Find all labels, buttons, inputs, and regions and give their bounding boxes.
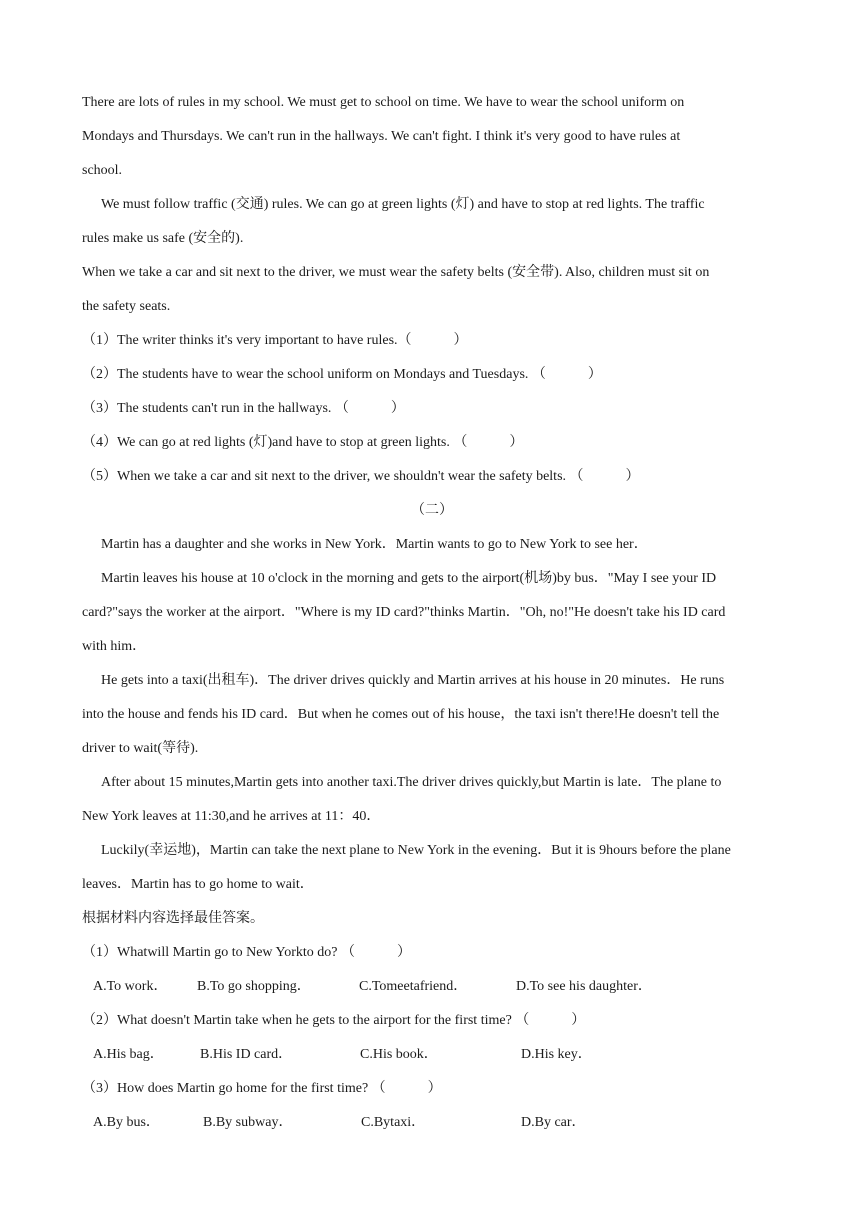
option-d: D.His key．	[521, 1047, 592, 1062]
passage2-line-7: driver to wait(等待).	[82, 741, 199, 756]
option-a: A.His bag．	[93, 1047, 164, 1062]
passage2-line-1: Martin has a daughter and she works in New York．Martin wants to go to New York to see her．	[101, 537, 648, 552]
passage2-line-4: with him．	[82, 639, 147, 654]
mc-options-3	[82, 1106, 782, 1140]
passage2-line-10: Luckily(幸运地)，Martin can take the next plane to New York in the evening．But it is 9hours before the plane	[101, 843, 731, 858]
passage1-line-2: Mondays and Thursdays. We can't run in the hallways. We can't fight. I think it's very good to have rules at	[82, 129, 681, 144]
option-c: C.Bytaxi．	[361, 1115, 426, 1130]
option-a: A.By bus．	[93, 1115, 160, 1130]
option-a: A.To work．	[93, 979, 168, 994]
option-d: D.By car．	[521, 1115, 586, 1130]
passage2-line-11: leaves．Martin has to go home to wait．	[82, 877, 314, 892]
passage1-line-3: school.	[82, 163, 123, 178]
passage1-line-1: There are lots of rules in my school. We must get to school on time. We have to wear the school uniform on	[82, 95, 685, 110]
option-c: C.Tomeetafriend．	[359, 979, 468, 994]
mc-options-1	[82, 970, 782, 1004]
passage2-line-9: New York leaves at 11:30,and he arrives at 11：40．	[82, 809, 381, 824]
passage2-line-6: into the house and fends his ID card．But when he comes out of his house，the taxi isn't there!He doesn't tell the	[82, 707, 720, 722]
passage1-line-6: When we take a car and sit next to the driver, we must wear the safety belts (安全带). Also, children must sit on	[82, 265, 710, 280]
passage1-line-7: the safety seats.	[82, 299, 171, 314]
passage2-line-5: He gets into a taxi(出租车)．The driver drives quickly and Martin arrives at his house in 20 minutes．He runs	[101, 673, 725, 688]
instruction: 根据材料内容选择最佳答案。	[82, 911, 264, 926]
mc-question-3: （3）How does Martin go home for the first time? （ ）	[82, 1081, 442, 1096]
passage1-line-4: We must follow traffic (交通) rules. We can go at green lights (灯) and have to stop at red lights. The traffic	[101, 197, 705, 212]
option-c: C.His book．	[360, 1047, 438, 1062]
passage2-line-3: card?"says the worker at the airport．"Where is my ID card?"thinks Martin．"Oh, no!"He doesn't take his ID card	[82, 605, 726, 620]
tf-question-3: （3）The students can't run in the hallways. （ ）	[82, 401, 405, 416]
option-b: B.To go shopping．	[197, 979, 311, 994]
passage2-line-8: After about 15 minutes,Martin gets into another taxi.The driver drives quickly,but Martin is late．The plane to	[101, 775, 722, 790]
tf-question-5: （5）When we take a car and sit next to the driver, we shouldn't wear the safety belts. （ ）	[82, 469, 640, 484]
mc-question-1: （1）Whatwill Martin go to New Yorkto do? （ ）	[82, 945, 411, 960]
option-b: B.By subway．	[203, 1115, 293, 1130]
section-title: （二）	[411, 503, 453, 518]
mc-question-2: （2）What doesn't Martin take when he gets to the airport for the first time? （ ）	[82, 1013, 586, 1028]
tf-question-4: （4）We can go at red lights (灯)and have to stop at green lights. （ ）	[82, 435, 524, 450]
passage1-line-5: rules make us safe (安全的).	[82, 231, 244, 246]
passage2-line-2: Martin leaves his house at 10 o'clock in the morning and gets to the airport(机场)by bus．"May I see your ID	[101, 571, 717, 586]
document-page	[82, 86, 782, 1140]
tf-question-2: （2）The students have to wear the school uniform on Mondays and Tuesdays. （ ）	[82, 367, 602, 382]
option-b: B.His ID card．	[200, 1047, 293, 1062]
tf-question-1: （1）The writer thinks it's very important to have rules.（ ）	[82, 333, 468, 348]
option-d: D.To see his daughter．	[516, 979, 652, 994]
mc-options-2	[82, 1038, 782, 1072]
